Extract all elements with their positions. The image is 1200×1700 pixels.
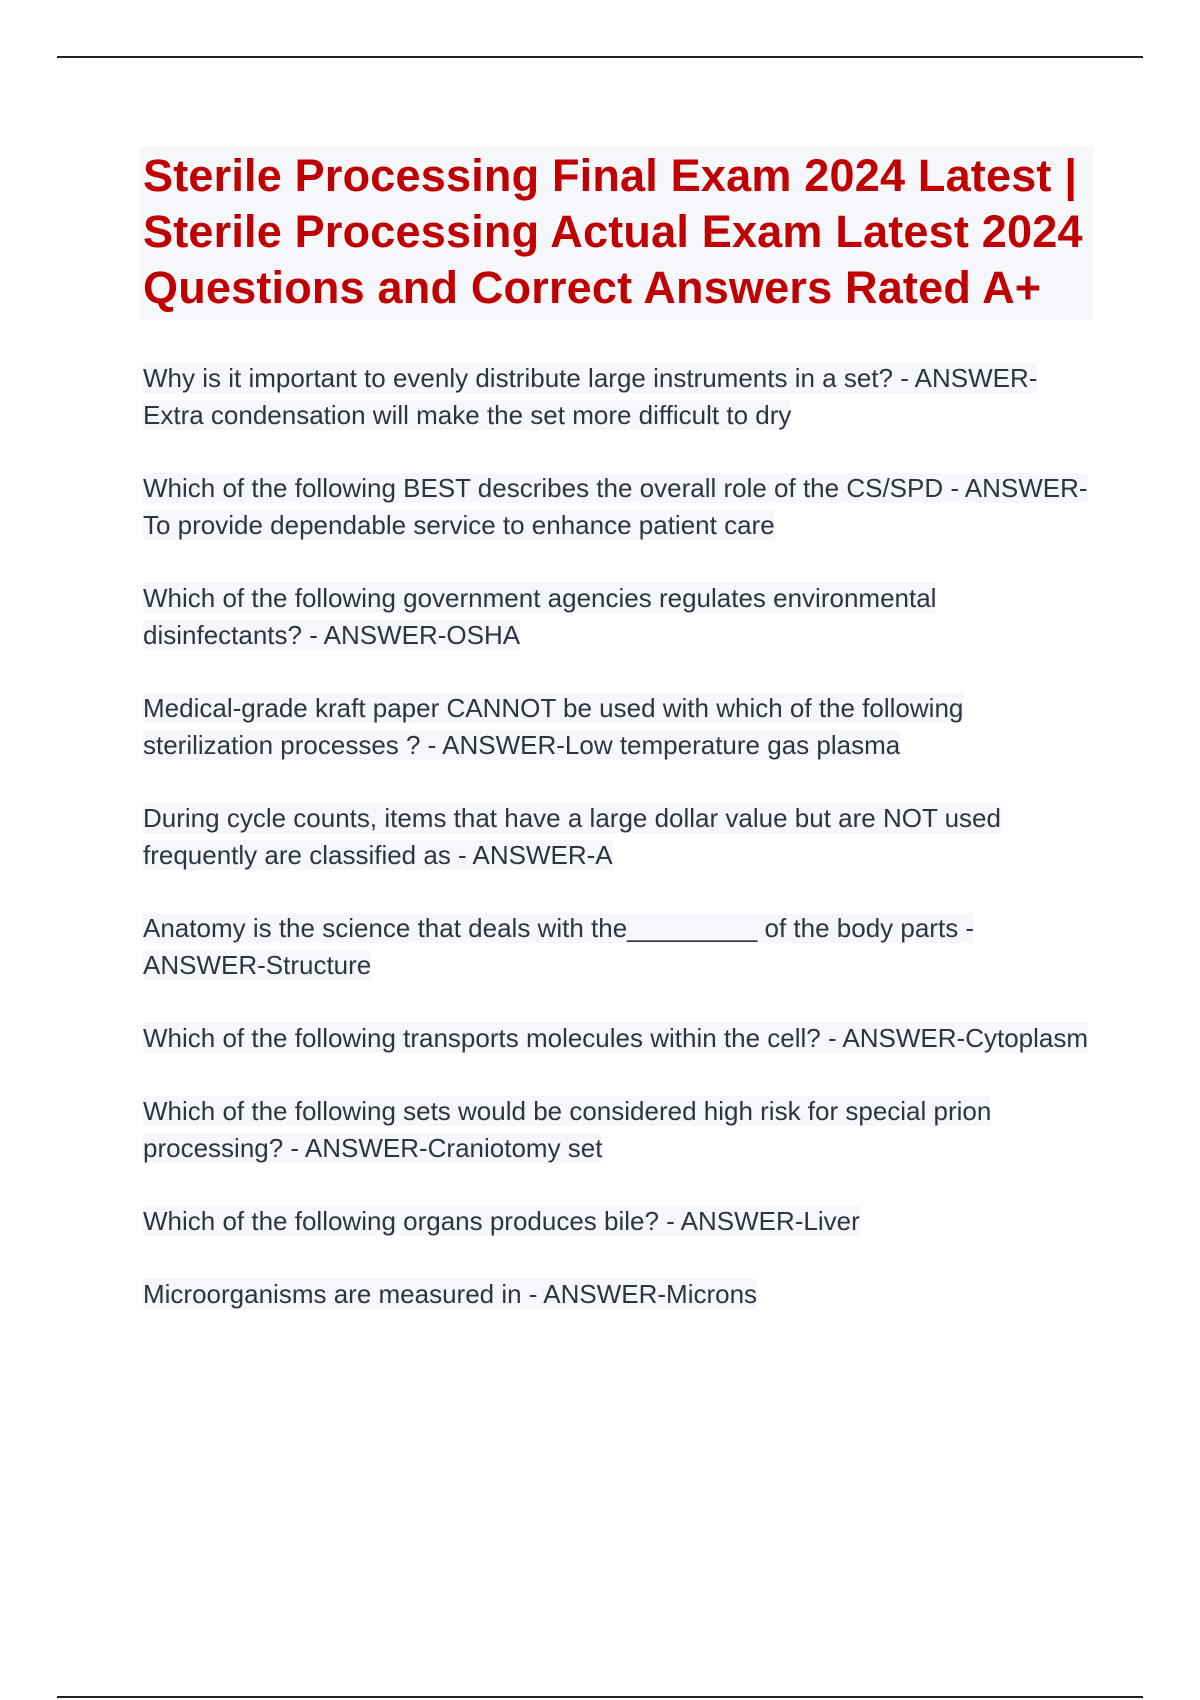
qa-item <box>143 910 1093 984</box>
qa-item <box>143 580 1093 654</box>
qa-text: During cycle counts, items that have a large dollar value but are NOT used frequently are classified as - ANSWER-A <box>143 803 1001 870</box>
qa-item <box>143 360 1093 434</box>
qa-item <box>143 1276 1093 1313</box>
qa-item <box>143 690 1093 764</box>
document-body <box>143 146 1093 1349</box>
question-answer-list <box>143 360 1093 1313</box>
qa-item <box>143 1093 1093 1167</box>
qa-item <box>143 800 1093 874</box>
qa-item <box>143 470 1093 544</box>
qa-text: Medical-grade kraft paper CANNOT be used with which of the following sterilization processes ? - ANSWER-Low temperature gas plasma <box>143 693 964 760</box>
qa-text: Which of the following government agencies regulates environmental disinfectants? - ANSWER-OSHA <box>143 583 937 650</box>
qa-text: Why is it important to evenly distribute large instruments in a set? - ANSWER-Extra condensation will make the set more difficult to dry <box>143 363 1038 430</box>
document-title: Sterile Processing Final Exam 2024 Latest | Sterile Processing Actual Exam Latest 2024 Questions and Correct Answers Rated A+ <box>143 150 1083 313</box>
top-rule <box>57 56 1143 58</box>
qa-text: Which of the following BEST describes the overall role of the CS/SPD - ANSWER-To provide dependable service to enhance patient care <box>143 473 1088 540</box>
qa-item <box>143 1203 1093 1240</box>
qa-item <box>143 1020 1093 1057</box>
bottom-rule <box>57 1696 1143 1698</box>
qa-text: Anatomy is the science that deals with the_________ of the body parts - ANSWER-Structure <box>143 913 975 980</box>
qa-text: Which of the following sets would be considered high risk for special prion processing? - ANSWER-Craniotomy set <box>143 1096 992 1163</box>
title-block <box>140 146 1093 320</box>
qa-text: Microorganisms are measured in - ANSWER-Microns <box>143 1279 758 1309</box>
qa-text: Which of the following transports molecules within the cell? - ANSWER-Cytoplasm <box>143 1023 1089 1053</box>
qa-text: Which of the following organs produces bile? - ANSWER-Liver <box>143 1206 860 1236</box>
